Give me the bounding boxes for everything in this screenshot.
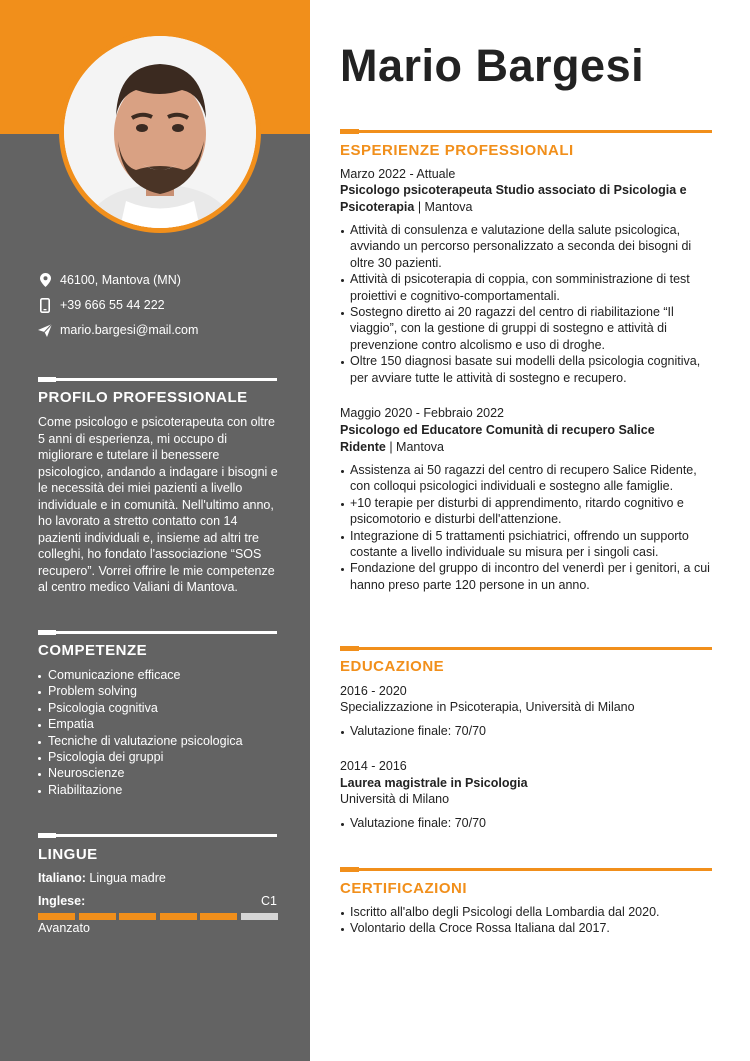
list-item: Comunicazione efficace	[38, 667, 243, 683]
language-italian-label: Italiano:	[38, 871, 86, 885]
job-dates: Maggio 2020 - Febbraio 2022	[340, 406, 505, 420]
list-item: Fondazione del gruppo di incontro del venerdì per i genitori, a cui hanno preso parte 120 persone in un anno.	[340, 560, 712, 593]
list-item: Valutazione finale: 70/70	[340, 815, 712, 831]
profile-heading: PROFILO PROFESSIONALE	[38, 389, 248, 406]
list-item: Volontario della Croce Rossa Italiana dal 2017.	[340, 920, 712, 936]
job-bullets	[340, 222, 712, 386]
language-italian	[38, 871, 166, 885]
list-item: Assistenza ai 50 ragazzi del centro di recupero Salice Ridente, con colloqui psicologici individuali e sostegno alle famiglie.	[340, 462, 712, 495]
education-dates: 2014 - 2016	[340, 759, 407, 773]
experience-heading: ESPERIENZE PROFESSIONALI	[340, 142, 574, 159]
list-item: Psicologia dei gruppi	[38, 749, 243, 765]
education-school: Università di Milano	[340, 792, 450, 806]
profile-divider	[38, 378, 277, 381]
languages-divider	[38, 834, 277, 837]
email-link[interactable]: mario.bargesi@mail.com	[60, 323, 199, 337]
skills-divider	[38, 631, 277, 634]
rating-segment-filled	[79, 913, 116, 920]
language-italian-value: Lingua madre	[89, 871, 166, 885]
experience-divider	[340, 130, 712, 133]
language-english-desc: Avanzato	[38, 921, 90, 935]
profile-photo	[64, 36, 256, 228]
list-item: Oltre 150 diagnosi basate sui modelli della psicologia cognitiva, per avviare tutte le attività di sostegno e recupero.	[340, 353, 712, 386]
education-bullets	[340, 723, 712, 739]
list-item: Tecniche di valutazione psicologica	[38, 733, 243, 749]
education-bullets	[340, 815, 712, 831]
send-icon	[38, 322, 52, 338]
rating-segment-filled	[200, 913, 237, 920]
list-item: Sostegno diretto ai 20 ragazzi del centro di riabilitazione “Il viaggio”, con la gestione di gruppi di sostegno e attività di prevenzione contro alcolismo e uso di droghe.	[340, 304, 712, 353]
location-text: 46100, Mantova (MN)	[60, 273, 181, 287]
contact-phone	[38, 297, 165, 313]
list-item: Integrazione di 5 trattamenti psichiatrici, offrendo un supporto costante a livello individuale su misura per i singoli casi.	[340, 528, 712, 561]
language-english-level: C1	[261, 894, 277, 908]
list-item: Riabilitazione	[38, 782, 243, 798]
job-dates: Marzo 2022 - Attuale	[340, 167, 456, 181]
contact-location	[38, 272, 181, 288]
list-item: Attività di psicoterapia di coppia, con somministrazione di test proiettivi e cognitivo-comportamentali.	[340, 271, 712, 304]
rating-segment-filled	[119, 913, 156, 920]
education-title: Laurea magistrale in Psicologia	[340, 776, 528, 790]
rating-segment-filled	[160, 913, 197, 920]
list-item: Iscritto all'albo degli Psicologi della Lombardia dal 2020.	[340, 904, 712, 920]
education-title: Specializzazione in Psicoterapia, Università di Milano	[340, 700, 635, 714]
list-item: Neuroscienze	[38, 765, 243, 781]
list-item: Psicologia cognitiva	[38, 700, 243, 716]
education-divider	[340, 647, 712, 650]
job-bullets	[340, 462, 712, 593]
language-english-label: Inglese:	[38, 894, 86, 908]
job-title: Psicologo psicoterapeuta Studio associato di Psicologia e Psicoterapia | Mantova	[340, 183, 687, 214]
certifications-heading: CERTIFICAZIONI	[340, 880, 467, 897]
languages-heading: LINGUE	[38, 846, 98, 863]
certifications-list	[340, 904, 712, 937]
list-item: Attività di consulenza e valutazione della salute psicologica, avviando un percorso personalizzato a seconda dei bisogni di oltre 30 pazienti.	[340, 222, 712, 271]
education-heading: EDUCAZIONE	[340, 658, 445, 675]
phone-text[interactable]: +39 666 55 44 222	[60, 298, 165, 312]
list-item: Empatia	[38, 716, 243, 732]
list-item: Problem solving	[38, 683, 243, 699]
contact-email	[38, 322, 198, 338]
candidate-name: Mario Bargesi	[340, 40, 645, 91]
profile-text: Come psicologo e psicoterapeuta con oltre 5 anni di esperienza, mi occupo di migliorare e tutelare il benessere psicologico, andando a indagare i bisogni e le necessità dei miei pazienti a livello individuale e in comunità. Nell'ultimo anno, ho lavorato a stretto contatto con 14 pazienti individuali e, insieme ad altri tre colleghi, ho fondato l'associazione “SOS recupero”. Vorrei offrire le mie competenze al centro medico Valiani di Mantova.	[38, 415, 278, 594]
education-dates: 2016 - 2020	[340, 684, 407, 698]
list-item: +10 terapie per disturbi di apprendimento, ritardo cognitivo e psicomotorio e disturbi dell'attenzione.	[340, 495, 712, 528]
list-item: Valutazione finale: 70/70	[340, 723, 712, 739]
phone-icon	[38, 297, 52, 313]
certifications-divider	[340, 868, 712, 871]
job-title: Psicologo ed Educatore Comunità di recupero Salice Ridente | Mantova	[340, 423, 655, 454]
skills-list	[38, 667, 243, 798]
skills-heading: COMPETENZE	[38, 642, 148, 659]
rating-segment-filled	[38, 913, 75, 920]
rating-segment-empty	[241, 913, 278, 920]
location-pin-icon	[38, 272, 52, 288]
